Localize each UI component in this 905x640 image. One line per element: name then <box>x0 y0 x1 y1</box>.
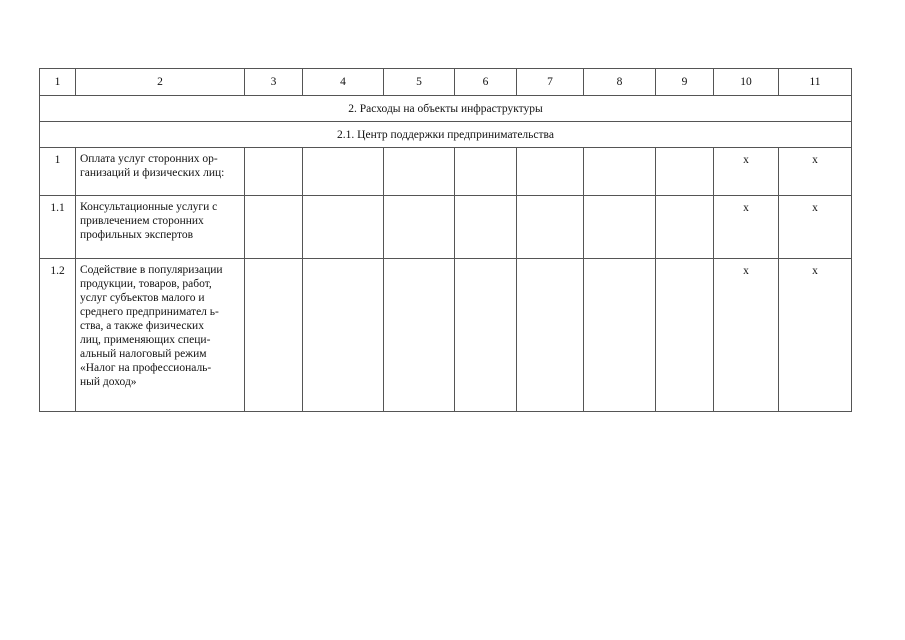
row-name <box>76 259 245 412</box>
row-name-line: альный налоговый режим <box>80 348 207 360</box>
table-row <box>40 148 852 196</box>
empty-cell <box>245 259 303 412</box>
column-number: 7 <box>517 69 584 96</box>
row-number: 1.1 <box>40 196 76 259</box>
column-number: 1 <box>40 69 76 96</box>
row-name-line: среднего предпринимател ь- <box>80 306 219 318</box>
expense-table <box>39 68 852 412</box>
column-11-mark: х <box>779 196 852 259</box>
row-name-line: ганизаций и физических лиц: <box>80 167 225 179</box>
row-name-line: ный доход» <box>80 376 137 388</box>
column-number: 2 <box>76 69 245 96</box>
table-row <box>40 259 852 412</box>
column-10-mark: х <box>714 148 779 196</box>
empty-cell <box>517 259 584 412</box>
empty-cell <box>656 148 714 196</box>
empty-cell <box>584 196 656 259</box>
row-number: 1.2 <box>40 259 76 412</box>
column-number: 3 <box>245 69 303 96</box>
empty-cell <box>384 259 455 412</box>
empty-cell <box>455 196 517 259</box>
empty-cell <box>303 259 384 412</box>
subsection-title: 2.1. Центр поддержки предпринимательства <box>40 122 852 148</box>
table-row <box>40 196 852 259</box>
column-number: 9 <box>656 69 714 96</box>
empty-cell <box>303 148 384 196</box>
column-number: 10 <box>714 69 779 96</box>
column-number-row <box>40 69 852 96</box>
empty-cell <box>455 148 517 196</box>
row-name-line: лиц, применяющих специ- <box>80 334 211 346</box>
row-name-line: привлечением сторонних <box>80 215 204 227</box>
column-10-mark: х <box>714 196 779 259</box>
column-10-mark: х <box>714 259 779 412</box>
empty-cell <box>584 259 656 412</box>
empty-cell <box>384 148 455 196</box>
section-title: 2. Расходы на объекты инфраструктуры <box>40 96 852 122</box>
row-name <box>76 148 245 196</box>
empty-cell <box>517 196 584 259</box>
row-name-line: ства, а также физических <box>80 320 204 332</box>
section-row <box>40 96 852 122</box>
empty-cell <box>656 259 714 412</box>
empty-cell <box>384 196 455 259</box>
row-name-line: продукции, товаров, работ, <box>80 278 212 290</box>
row-name-line: «Налог на профессиональ- <box>80 362 212 374</box>
row-name-line: Содействие в популяризации <box>80 264 223 276</box>
row-name-line: услуг субъектов малого и <box>80 292 205 304</box>
empty-cell <box>303 196 384 259</box>
column-number: 11 <box>779 69 852 96</box>
row-name <box>76 196 245 259</box>
row-name-line: Оплата услуг сторонних ор- <box>80 153 218 165</box>
empty-cell <box>584 148 656 196</box>
column-number: 8 <box>584 69 656 96</box>
column-11-mark: х <box>779 148 852 196</box>
empty-cell <box>656 196 714 259</box>
row-number: 1 <box>40 148 76 196</box>
column-number: 5 <box>384 69 455 96</box>
row-name-line: профильных экспертов <box>80 229 194 241</box>
subsection-row <box>40 122 852 148</box>
row-name-line: Консультационные услуги с <box>80 201 218 213</box>
column-number: 6 <box>455 69 517 96</box>
empty-cell <box>245 196 303 259</box>
empty-cell <box>245 148 303 196</box>
column-11-mark: х <box>779 259 852 412</box>
empty-cell <box>517 148 584 196</box>
empty-cell <box>455 259 517 412</box>
column-number: 4 <box>303 69 384 96</box>
